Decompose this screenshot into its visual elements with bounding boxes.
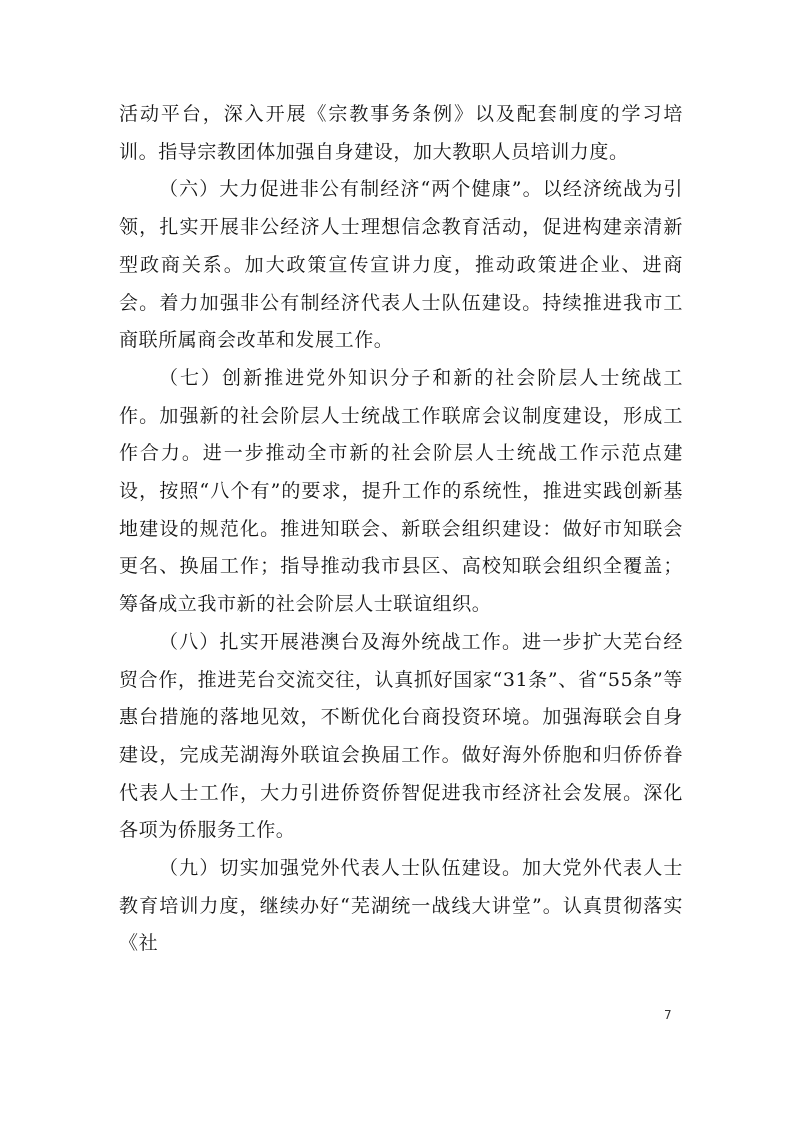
paragraph-2: （六）大力促进非公有制经济“两个健康”。以经济统战为引领，扎实开展非公经济人士理想信念教育活动，促进构建亲清新型政商关系。加大政策宣传宣讲力度，推动政策进企业、进商会。着力加强非公有制经济代表人士队伍建设。持续推进我市工商联所属商会改革和发展工作。: [119, 178, 683, 352]
paragraph-5: （九）切实加强党外代表人士队伍建设。加大党外代表人士教育培训力度，继续办好“芜湖统一战线大讲堂”。认真贯彻落实《社: [119, 857, 683, 955]
paragraph-4: （八）扎实开展港澳台及海外统战工作。进一步扩大芜台经贸合作，推进芜台交流交往，认真抓好国家“31条”、省“55条”等惠台措施的落地见效，不断优化台商投资环境。加强海联会自身建设，完成芜湖海外联谊会换届工作。做好海外侨胞和归侨侨眷代表人士工作，大力引进侨资侨智促进我市经济社会发展。深化各项为侨服务工作。: [119, 630, 683, 842]
page-number: 7: [664, 1008, 672, 1022]
paragraph-3: （七）创新推进党外知识分子和新的社会阶层人士统战工作。加强新的社会阶层人士统战工作联席会议制度建设，形成工作合力。进一步推动全市新的社会阶层人士统战工作示范点建设，按照“八个有”的要求，提升工作的系统性，推进实践创新基地建设的规范化。推进知联会、新联会组织建设：做好市知联会更名、换届工作；指导推动我市县区、高校知联会组织全覆盖；筹备成立我市新的社会阶层人士联谊组织。: [119, 366, 683, 616]
paragraph-1: 活动平台，深入开展《宗教事务条例》以及配套制度的学习培训。指导宗教团体加强自身建设，加大教职人员培训力度。: [119, 103, 683, 163]
